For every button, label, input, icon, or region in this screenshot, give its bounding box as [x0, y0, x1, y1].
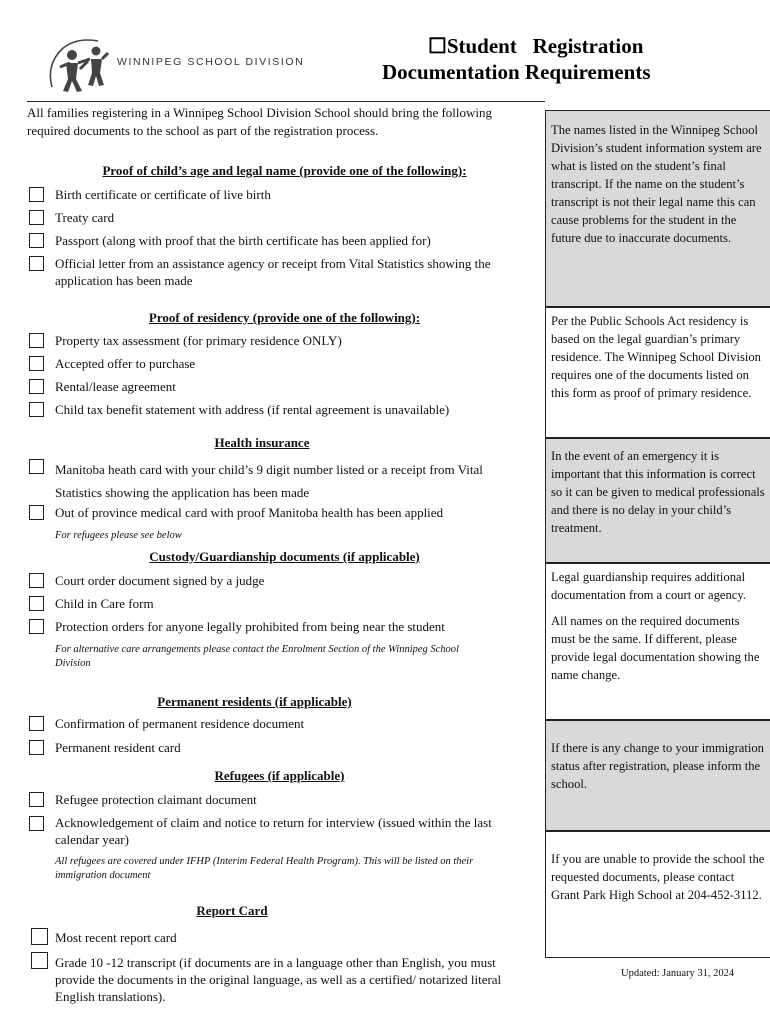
logo — [44, 35, 114, 95]
item-refugee-claimant-document: Refugee protection claimant document — [55, 792, 257, 807]
section-heading-age: Proof of child’s age and legal name (provide one of the following): — [102, 163, 467, 178]
item-court-order: Court order document signed by a judge — [55, 573, 265, 588]
checkbox-protection-orders[interactable] — [29, 619, 44, 634]
checkbox-transcript[interactable] — [31, 952, 48, 969]
checkbox-out-of-province-card[interactable] — [29, 505, 44, 520]
item-birth-certificate: Birth certificate or certificate of live birth — [55, 187, 271, 202]
item-permanent-residence-confirmation: Confirmation of permanent residence document — [55, 716, 305, 731]
checkbox-court-order[interactable] — [29, 573, 44, 588]
item-out-of-province-card: Out of province medical card with proof Manitoba health has been applied — [55, 505, 444, 520]
item-transcript: Grade 10 -12 transcript (if documents are in a language other than English, you must provide the documents in the original language, as well as a certified/ notarized literal English translations). — [55, 955, 502, 1004]
item-official-letter: Official letter from an assistance agency or receipt from Vital Statistics showing the application has been made — [55, 256, 491, 288]
item-treaty-card: Treaty card — [55, 210, 115, 225]
item-child-tax-benefit: Child tax benefit statement with address (if rental agreement is unavailable) — [55, 402, 450, 417]
sidebar-immigration-note: If there is any change to your immigration status after registration, please inform the school. — [545, 720, 770, 831]
title-checkbox-glyph: ☐ — [428, 34, 447, 58]
checkbox-recent-report-card[interactable] — [31, 928, 48, 945]
item-acknowledgement-of-claim: Acknowledgement of claim and notice to return for interview (issued within the last calendar year) — [55, 815, 492, 847]
checkbox-child-in-care[interactable] — [29, 596, 44, 611]
school-division-logo-icon — [44, 35, 114, 95]
note-refugees: For refugees please see below — [55, 530, 182, 541]
checkbox-permanent-residence-confirmation[interactable] — [29, 716, 44, 731]
checkbox-refugee-claimant-document[interactable] — [29, 792, 44, 807]
checkbox-property-tax[interactable] — [29, 333, 44, 348]
checkbox-rental-agreement[interactable] — [29, 379, 44, 394]
checkbox-passport[interactable] — [29, 233, 44, 248]
title-line-1: Student Registration — [446, 34, 644, 58]
checkbox-official-letter[interactable] — [29, 256, 44, 271]
section-heading-residency: Proof of residency (provide one of the following): — [148, 310, 421, 325]
item-protection-orders: Protection orders for anyone legally prohibited from being near the student — [55, 619, 445, 634]
header-rule — [27, 101, 545, 102]
item-recent-report-card: Most recent report card — [55, 930, 177, 945]
sidebar-names-note: The names listed in the Winnipeg School Division’s student information system are what is listed on the student’s final transcript. If the name on the student’s transcript is not their legal name this can cause problems for the student in the future due to inaccurate documents. — [545, 110, 770, 307]
item-child-in-care: Child in Care form — [55, 596, 154, 611]
updated-date: Updated: January 31, 2024 — [621, 968, 735, 979]
checkbox-manitoba-health-card[interactable] — [29, 459, 44, 474]
checkbox-offer-to-purchase[interactable] — [29, 356, 44, 371]
sidebar-same-names-note: All names on the required documents must be the same. If different, please provide legal documentation showing the name change. — [551, 614, 760, 682]
title-line-2: Documentation Requirements — [382, 60, 651, 84]
item-passport: Passport (along with proof that the birth certificate has been applied for) — [55, 233, 431, 248]
note-alternative-care: For alternative care arrangements please contact the Enrolment Section of the Winnipeg School Division — [55, 644, 459, 669]
checkbox-acknowledgement-of-claim[interactable] — [29, 816, 44, 831]
checkbox-child-tax-benefit[interactable] — [29, 402, 44, 417]
item-rental-agreement: Rental/lease agreement — [55, 379, 176, 394]
sidebar-guardianship-note: Legal guardianship requires additional documentation from a court or agency. — [551, 570, 747, 602]
item-property-tax: Property tax assessment (for primary residence ONLY) — [55, 333, 342, 348]
org-name: WINNIPEG SCHOOL DIVISION — [117, 56, 305, 68]
item-offer-to-purchase: Accepted offer to purchase — [55, 356, 196, 371]
checkbox-permanent-resident-card[interactable] — [29, 740, 44, 755]
section-heading-health: Health insurance — [214, 435, 310, 450]
section-heading-refugees: Refugees (if applicable) — [214, 768, 345, 783]
checkbox-birth-certificate[interactable] — [29, 187, 44, 202]
section-heading-permanent-residents: Permanent residents (if applicable) — [157, 694, 352, 709]
sidebar-contact-note: If you are unable to provide the school the requested documents, please contact Grant Park High School at 204-452-3112. — [545, 831, 770, 958]
section-heading-report-card: Report Card — [196, 903, 268, 918]
checkbox-treaty-card[interactable] — [29, 210, 44, 225]
page-title — [382, 33, 712, 85]
item-manitoba-health-card: Manitoba heath card with your child’s 9 digit number listed or a receipt from Vital Statistics showing the application has been made — [55, 462, 483, 500]
item-permanent-resident-card: Permanent resident card — [55, 740, 181, 755]
note-ifhp: All refugees are covered under IFHP (Interim Federal Health Program). This will be listed on their immigration document — [55, 856, 474, 881]
section-heading-custody: Custody/Guardianship documents (if applicable) — [149, 549, 420, 564]
intro-text: All families registering in a Winnipeg School Division School should bring the following required documents to the school as part of the registration process. — [27, 105, 493, 138]
sidebar-legal-names-box — [545, 563, 770, 720]
sidebar-emergency-note: In the event of an emergency it is important that this information is correct so it can be given to medical professionals and there is no delay in your child’s treatment. — [545, 438, 770, 563]
sidebar-residency-note: Per the Public Schools Act residency is based on the legal guardian’s primary residence. The Winnipeg School Division requires one of the documents listed on this form as proof of primary residence. — [545, 307, 770, 438]
